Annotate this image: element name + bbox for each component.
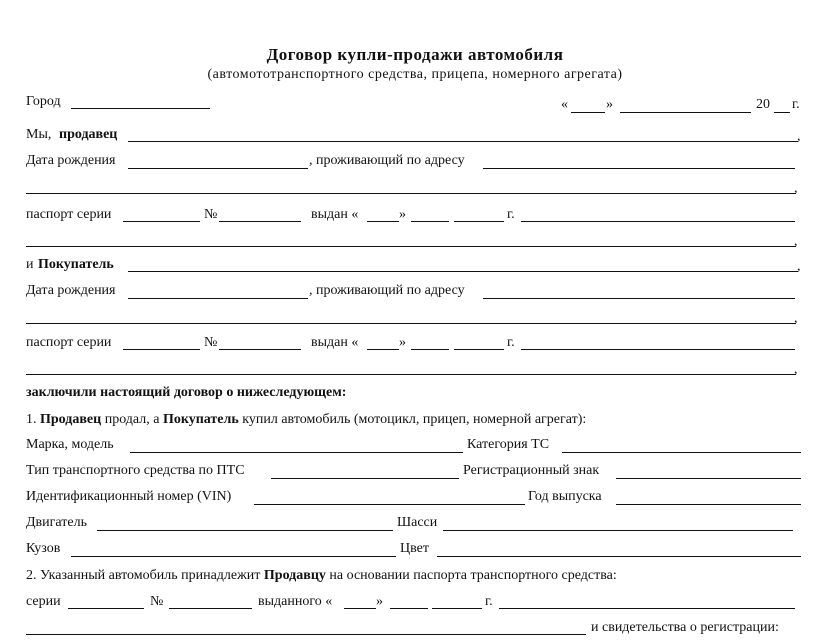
seller-address-field[interactable]	[483, 168, 795, 169]
year-label: Год выпуска	[528, 489, 602, 504]
year-field[interactable]	[616, 504, 801, 505]
pts-issued-by-field-2[interactable]	[26, 634, 586, 635]
clause2-text	[26, 568, 617, 584]
buyer-issued-by-field-2[interactable]	[26, 374, 796, 375]
pts-issued-by-field[interactable]	[499, 608, 795, 609]
pts-issued-day-field[interactable]	[344, 608, 376, 609]
color-label: Цвет	[400, 541, 429, 556]
buyer-address-label: , проживающий по адресу	[309, 283, 465, 298]
type-label: Тип транспортного средства по ПТС	[26, 463, 245, 478]
clause2-text2: на основании паспорта транспортного средства:	[329, 568, 617, 583]
buyer-birth-field[interactable]	[128, 298, 308, 299]
category-field[interactable]	[562, 452, 801, 453]
vin-field[interactable]	[254, 504, 525, 505]
pts-issued-label: выданного «	[258, 594, 333, 609]
body-label: Кузов	[26, 541, 61, 556]
seller-name-comma: ,	[797, 129, 801, 144]
seller-passport-series-field[interactable]	[123, 221, 200, 222]
buyer-passport-no-label: №	[204, 335, 218, 350]
buyer-name-field[interactable]	[128, 271, 798, 272]
buyer-issued-year-field[interactable]	[454, 349, 504, 350]
buyer-issued-close: »	[399, 335, 406, 350]
reg-sign-field[interactable]	[616, 478, 801, 479]
buyer-passport-series-field[interactable]	[123, 349, 200, 350]
city-label: Город	[26, 94, 61, 109]
seller-address-label: , проживающий по адресу	[309, 153, 465, 168]
reg-cert-label: и свидетельства о регистрации:	[591, 620, 779, 635]
pts-issued-month-field[interactable]	[390, 608, 428, 609]
date-year-field[interactable]	[774, 112, 790, 113]
buyer-passport-label: паспорт серии	[26, 335, 112, 350]
seller-passport-no-label: №	[204, 207, 218, 222]
chassis-label: Шасси	[397, 515, 438, 530]
buyer-issued-label: выдан «	[311, 335, 359, 350]
buyer-label: Покупатель	[38, 257, 114, 272]
city-field[interactable]	[71, 108, 210, 109]
seller-passport-label: паспорт серии	[26, 207, 112, 222]
seller-issued-year-field[interactable]	[454, 221, 504, 222]
buyer-issued-comma: ,	[794, 362, 798, 377]
concluded-heading: заключили настоящий договор о нижеследующем:	[26, 385, 347, 400]
buyer-birth-label: Дата рождения	[26, 283, 116, 298]
chassis-field[interactable]	[443, 530, 793, 531]
clause2-seller: Продавцу	[263, 568, 326, 583]
vin-label: Идентификационный номер (VIN)	[26, 489, 232, 504]
type-field[interactable]	[271, 478, 459, 479]
pts-issued-g: г.	[485, 594, 493, 609]
document-subtitle: (автомототранспортного средства, прицепа, номерного агрегата)	[207, 67, 623, 82]
seller-we: Мы,	[26, 127, 52, 142]
pts-series-label: серии	[26, 594, 61, 609]
category-label: Категория ТС	[467, 437, 550, 452]
engine-label: Двигатель	[26, 515, 87, 530]
seller-issued-day-field[interactable]	[367, 221, 399, 222]
buyer-issued-day-field[interactable]	[367, 349, 399, 350]
clause1-sold: продал, а	[104, 412, 160, 427]
buyer-issued-g: г.	[507, 335, 515, 350]
engine-field[interactable]	[97, 530, 393, 531]
date-quote-open: «	[561, 97, 568, 112]
date-month-field[interactable]	[620, 112, 751, 113]
pts-series-field[interactable]	[68, 608, 144, 609]
seller-issued-close: »	[399, 207, 406, 222]
make-label: Марка, модель	[26, 437, 114, 452]
clause2-text1: 2. Указанный автомобиль принадлежит	[26, 568, 261, 583]
seller-address-comma: ,	[794, 181, 798, 196]
date-quote-close: »	[606, 97, 613, 112]
seller-issued-month-field[interactable]	[411, 221, 449, 222]
clause1-buyer: Покупатель	[162, 412, 239, 427]
seller-issued-by-field[interactable]	[521, 221, 795, 222]
buyer-issued-by-field[interactable]	[521, 349, 795, 350]
buyer-and: и	[26, 257, 34, 272]
date-day-field[interactable]	[571, 112, 605, 113]
seller-issued-comma: ,	[794, 234, 798, 249]
seller-birth-field[interactable]	[128, 168, 308, 169]
seller-address-field-2[interactable]	[26, 193, 796, 194]
body-field[interactable]	[71, 556, 396, 557]
seller-passport-number-field[interactable]	[219, 221, 301, 222]
pts-no-label: №	[150, 594, 164, 609]
clause1-bought: купил автомобиль (мотоцикл, прицеп, номерной агрегат):	[242, 412, 587, 427]
pts-issued-close: »	[376, 594, 383, 609]
seller-label: продавец	[59, 127, 118, 142]
seller-issued-by-field-2[interactable]	[26, 246, 796, 247]
date-year-prefix: 20	[756, 97, 770, 112]
buyer-address-field[interactable]	[483, 298, 795, 299]
seller-birth-label: Дата рождения	[26, 153, 116, 168]
document-title: Договор купли-продажи автомобиля	[266, 45, 564, 64]
buyer-address-field-2[interactable]	[26, 323, 796, 324]
clause1-text	[26, 412, 586, 428]
buyer-name-comma: ,	[797, 259, 801, 274]
buyer-passport-number-field[interactable]	[219, 349, 301, 350]
color-field[interactable]	[437, 556, 801, 557]
seller-issued-label: выдан «	[311, 207, 359, 222]
reg-sign-label: Регистрационный знак	[463, 463, 600, 478]
buyer-issued-month-field[interactable]	[411, 349, 449, 350]
pts-issued-year-field[interactable]	[432, 608, 482, 609]
make-field[interactable]	[130, 452, 463, 453]
pts-number-field[interactable]	[169, 608, 252, 609]
buyer-address-comma: ,	[794, 311, 798, 326]
seller-name-field[interactable]	[128, 141, 798, 142]
date-g: г.	[792, 97, 800, 112]
clause1-number: 1.	[26, 412, 37, 427]
clause1-seller: Продавец	[40, 412, 102, 427]
seller-issued-g: г.	[507, 207, 515, 222]
